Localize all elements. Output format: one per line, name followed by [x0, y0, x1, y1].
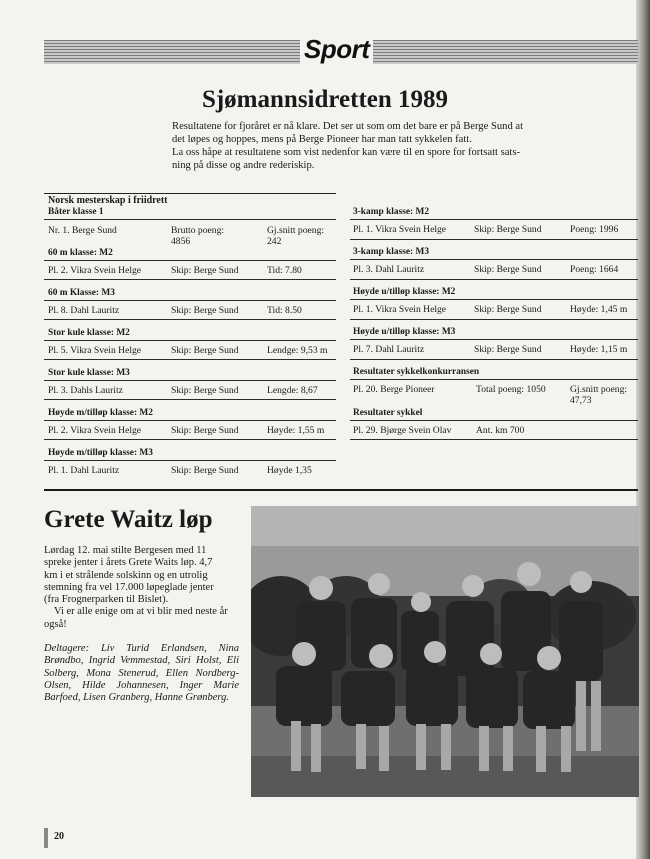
result-name: Pl. 29. Bjørge Svein Olav [353, 425, 452, 436]
result-ship: Skip: Berge Sund [171, 425, 239, 436]
divider-rule [350, 339, 638, 340]
body-line: stemning fra vel 17.000 løpeglade jenter [44, 581, 214, 593]
result-value: 47,73 [570, 395, 592, 406]
event-label: Høyde m/tilløp klasse: M3 [48, 448, 153, 458]
result-label: Gj.snitt poeng: [570, 384, 628, 395]
page-tab-marker [44, 828, 48, 848]
result-value: 242 [267, 236, 282, 247]
result-name: Pl. 5. Vikra Svein Helge [48, 345, 142, 356]
result-name: Pl. 2. Vikra Svein Helge [48, 265, 142, 276]
divider-rule [44, 399, 336, 400]
section-divider [44, 489, 638, 491]
result-value: Høyde: 1,15 m [570, 344, 628, 355]
event-label: Resultater sykkel [353, 408, 423, 418]
result-value: Tid: 8.50 [267, 305, 302, 316]
result-value: Høyde 1,35 [267, 465, 312, 476]
divider-rule [44, 319, 336, 320]
divider-rule [44, 260, 336, 261]
result-ship: Skip: Berge Sund [171, 305, 239, 316]
result-name: Pl. 1. Vikra Svein Helge [353, 224, 447, 235]
divider-rule [350, 379, 638, 380]
divider-rule [350, 259, 638, 260]
divider-rule [44, 359, 336, 360]
body-paragraph: Vi er alle enige om at vi blir med neste år også! [44, 606, 228, 630]
result-name: Pl. 20. Berge Pioneer [353, 384, 435, 395]
divider-rule [350, 420, 638, 421]
result-name: Pl. 7. Dahl Lauritz [353, 344, 425, 355]
event-label: 3-kamp klasse: M3 [353, 247, 430, 257]
result-ship: Skip: Berge Sund [171, 465, 239, 476]
body-line: spreke jenter i årets Grete Waits løp. 4,7 [44, 557, 213, 569]
body-line: (fra Frognerparken til Bislet). [44, 594, 169, 606]
event-label: Resultater sykkelkonkurransen [353, 367, 480, 377]
grete-waitz-body [44, 545, 239, 631]
event-label: Båter klasse 1 [48, 207, 104, 217]
result-value: Tid: 7.80 [267, 265, 302, 276]
event-label: 60 m Klasse: M3 [48, 288, 115, 298]
result-value: Poeng: 1664 [570, 264, 619, 275]
divider-rule [44, 439, 336, 440]
participants-text: Deltagere: Liv Turid Erlandsen, Nina Brøndbo, Ingrid Vemmestad, Siri Holst, Eli Solberg, Mona Stenerud, Ellen Nordberg-Olsen, Hilde Johannesen, Inger Marie Barfoed, Lisen Granberg, Hanne Grønberg. [44, 643, 239, 704]
divider-rule [44, 300, 336, 301]
page-number: 20 [54, 831, 64, 842]
result-label: Brutto poeng: [171, 225, 225, 236]
divider-rule [44, 420, 336, 421]
divider-rule [350, 299, 638, 300]
result-name: Pl. 1. Vikra Svein Helge [353, 304, 447, 315]
result-ship: Skip: Berge Sund [474, 304, 542, 315]
divider-rule [350, 439, 638, 440]
team-photo [251, 506, 639, 797]
result-value: Høyde: 1,55 m [267, 425, 325, 436]
result-value: Høyde: 1,45 m [570, 304, 628, 315]
divider-rule [44, 279, 336, 280]
result-ship: Skip: Berge Sund [171, 385, 239, 396]
divider-rule [350, 219, 638, 220]
event-label: Høyde u/tilløp klasse: M3 [353, 327, 456, 337]
intro-line: ning på disse og andre rederiskip. [172, 160, 315, 171]
result-name: Pl. 3. Dahl Lauritz [353, 264, 425, 275]
intro-line: La oss håpe at resultatene som vist nedenfor kan være til en spore for fortsatt sats- [172, 147, 521, 158]
result-value: Ant. km 700 [476, 425, 525, 436]
result-value: 4856 [171, 236, 191, 247]
article-title: Sjømannsidretten 1989 [201, 86, 449, 113]
event-label: 3-kamp klasse: M2 [353, 207, 430, 217]
event-label: Stor kule klasse: M3 [48, 368, 130, 378]
event-label: Høyde m/tilløp klasse: M2 [48, 408, 153, 418]
divider-rule [44, 340, 336, 341]
result-ship: Skip: Berge Sund [474, 264, 542, 275]
grete-waitz-title: Grete Waitz løp [44, 506, 213, 533]
divider-rule [350, 319, 638, 320]
result-ship: Skip: Berge Sund [171, 265, 239, 276]
result-value: Lendge: 9,53 m [267, 345, 328, 356]
participants-list [44, 643, 239, 704]
result-name: Nr. 1. Berge Sund [48, 225, 117, 236]
divider-rule [44, 380, 336, 381]
intro-line: Resultatene for fjoråret er nå klare. Det ser ut som om det bare er på Berge Sund at [172, 121, 524, 132]
body-line: Lørdag 12. mai stilte Bergesen med 11 [44, 545, 207, 556]
result-name: Pl. 2. Vikra Svein Helge [48, 425, 142, 436]
result-label: Total poeng: 1050 [476, 384, 546, 395]
result-value: Poeng: 1996 [570, 224, 619, 235]
result-ship: Skip: Berge Sund [171, 345, 239, 356]
result-value: Lengde: 8,67 [267, 385, 318, 396]
divider-rule [44, 193, 336, 194]
result-name: Pl. 8. Dahl Lauritz [48, 305, 120, 316]
intro-line: det løpes og hoppes, mens på Berge Pioneer har man tatt sykkelen fatt. [172, 134, 472, 145]
event-label: Stor kule klasse: M2 [48, 328, 130, 338]
divider-rule [44, 460, 336, 461]
result-ship: Skip: Berge Sund [474, 344, 542, 355]
article-intro [172, 120, 560, 172]
section-label: Sport [300, 34, 373, 65]
event-label: Høyde u/tilløp klasse: M2 [353, 287, 456, 297]
result-name: Pl. 3. Dahls Lauritz [48, 385, 123, 396]
divider-rule [350, 279, 638, 280]
divider-rule [44, 219, 336, 220]
result-ship: Skip: Berge Sund [474, 224, 542, 235]
body-line: km i et strålende solskinn og en utrolig [44, 569, 208, 581]
divider-rule [350, 359, 638, 360]
results-heading: Norsk mesterskap i friidrett [48, 195, 168, 206]
event-label: 60 m klasse: M2 [48, 248, 113, 258]
result-label: Gj.snitt poeng: [267, 225, 325, 236]
result-name: Pl. 1. Dahl Lauritz [48, 465, 120, 476]
divider-rule [350, 239, 638, 240]
